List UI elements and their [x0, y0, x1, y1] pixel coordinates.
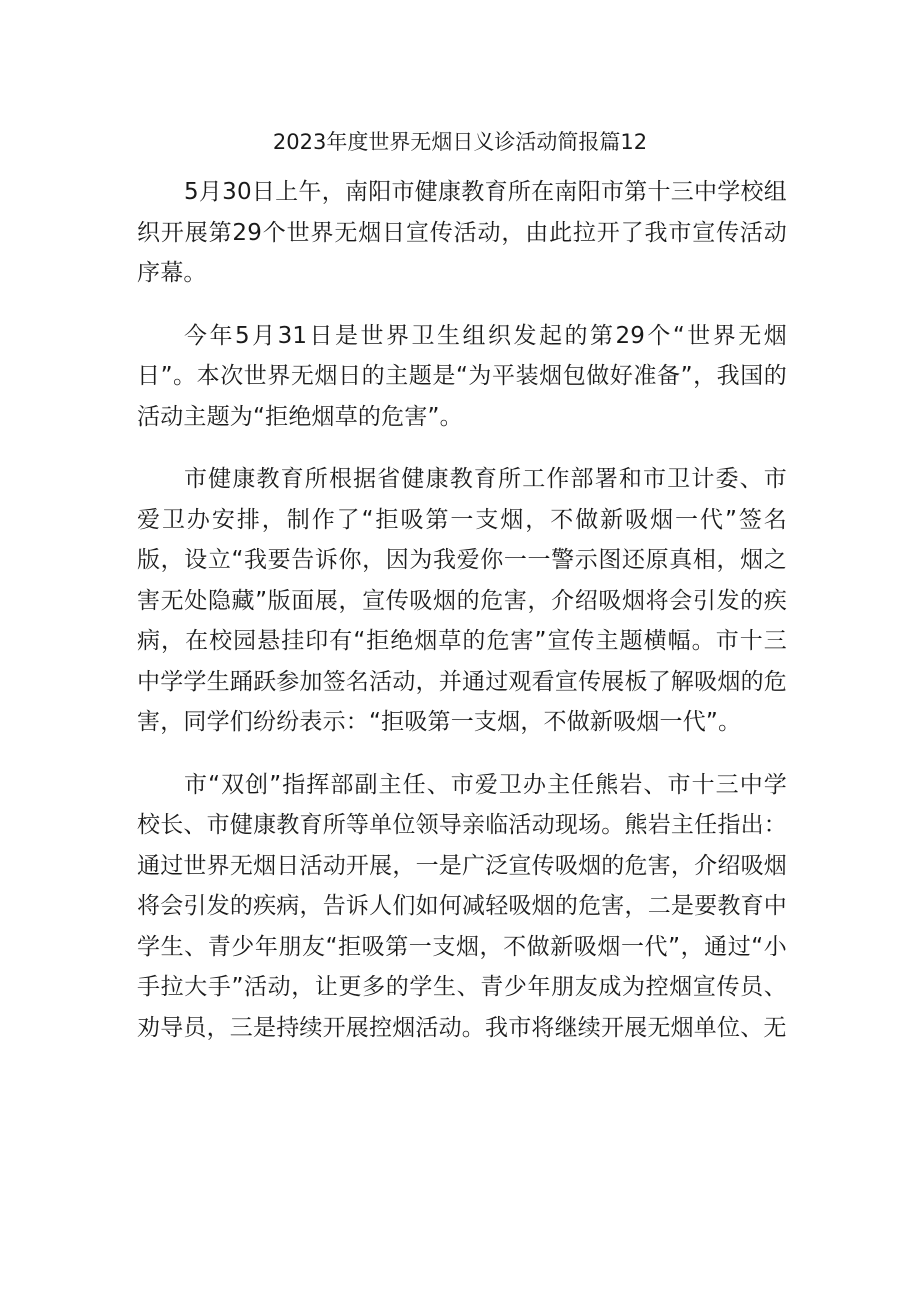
- paragraph-4: 市“双创”指挥部副主任、市爱卫办主任熊岩、市十三中学校长、市健康教育所等单位领导亲临活动现场。熊岩主任指出：通过世界无烟日活动开展，一是广泛宣传吸烟的危害，介绍吸烟将会引发的疾病，告诉人们如何减轻吸烟的危害，二是要教育中学生、青少年朋友“拒吸第一支烟，不做新吸烟一代”，通过“小手拉大手”活动，让更多的学生、青少年朋友成为控烟宣传员、劝导员，三是持续开展控烟活动。我市将继续开展无烟单位、无: [137, 771, 787, 1041]
- document-title: 2023年度世界无烟日义诊活动简报篇12: [272, 130, 648, 154]
- paragraph-1: 5月30日上午，南阳市健康教育所在南阳市第十三中学校组织开展第29个世界无烟日宣传活动，由此拉开了我市宣传活动序幕。: [137, 179, 787, 286]
- paragraph-2: 今年5月31日是世界卫生组织发起的第29个“世界无烟日”。本次世界无烟日的主题是“为平装烟包做好准备”，我国的活动主题为“拒绝烟草的危害”。: [137, 322, 787, 430]
- paragraph-3: 市健康教育所根据省健康教育所工作部署和市卫计委、市爱卫办安排，制作了“拒吸第一支烟，不做新吸烟一代”签名版，设立“我要告诉你，因为我爱你一一警示图还原真相，烟之害无处隐藏”版面展，宣传吸烟的危害，介绍吸烟将会引发的疾病，在校园悬挂印有“拒绝烟草的危害”宣传主题横幅。市十三中学学生踊跃参加签名活动，并通过观看宣传展板了解吸烟的危害，同学们纷纷表示：“拒吸第一支烟，不做新吸烟一代”。: [137, 466, 787, 735]
- document-body: [137, 172, 787, 1070]
